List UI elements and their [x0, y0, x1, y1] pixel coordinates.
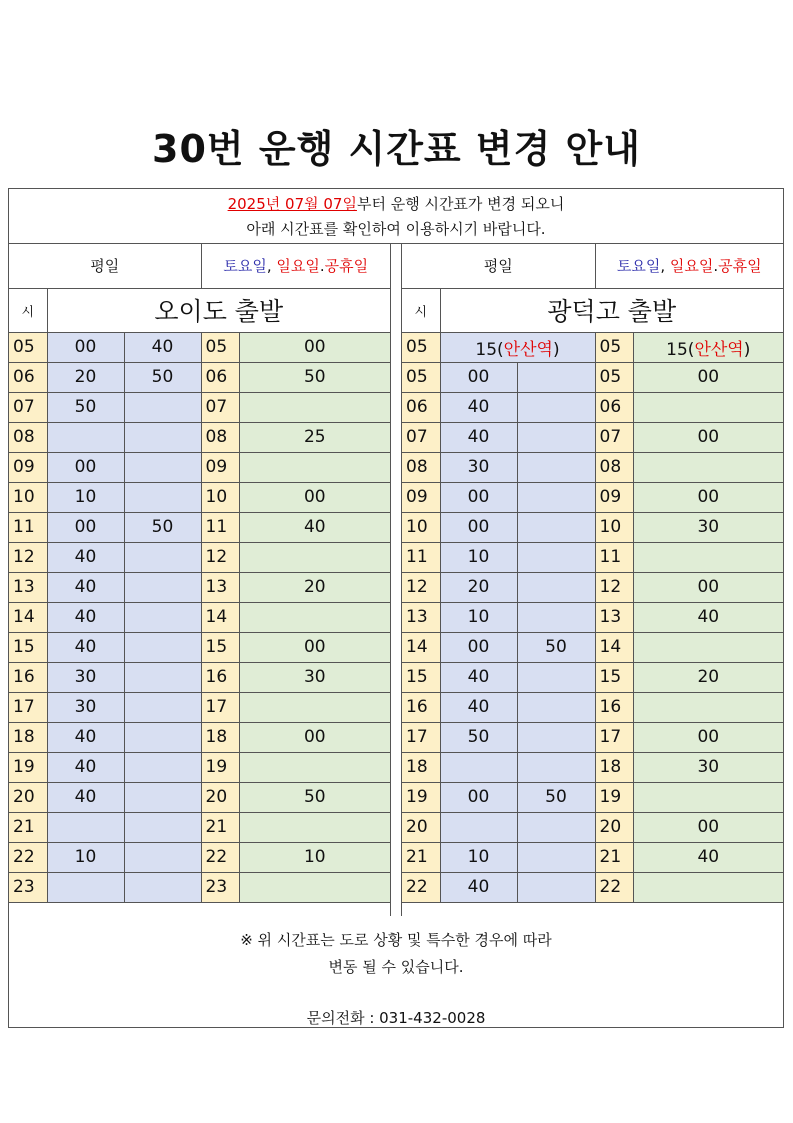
weekend-minute-cell [239, 872, 390, 902]
weekday-hour-cell: 12 [9, 542, 47, 572]
weekday-minute-cell [517, 812, 595, 842]
weekend-minute-cell: 40 [239, 512, 390, 542]
table-row [9, 752, 390, 782]
weekday-minute-cell [440, 752, 517, 782]
weekend-hour-cell: 16 [201, 662, 239, 692]
table-row [9, 782, 390, 812]
weekday-minute-cell: 10 [47, 482, 124, 512]
weekday-minute-cell: 00 [440, 782, 517, 812]
weekday-hour-cell: 14 [402, 632, 440, 662]
weekday-hour-cell: 15 [9, 632, 47, 662]
table-row [402, 812, 783, 842]
weekday-minute-cell [517, 512, 595, 542]
weekday-hour-cell: 21 [402, 842, 440, 872]
weekend-hour-cell: 19 [201, 752, 239, 782]
table-row [9, 692, 390, 722]
table-row [402, 752, 783, 782]
weekend-minute-cell [633, 452, 783, 482]
weekend-hour-cell: 11 [595, 542, 633, 572]
weekday-hour-cell: 12 [402, 572, 440, 602]
weekend-minute-cell: 30 [633, 512, 783, 542]
weekend-hour-cell: 07 [595, 422, 633, 452]
weekday-minute-cell: 40 [440, 392, 517, 422]
weekday-hour-cell: 22 [9, 842, 47, 872]
contact-phone: 문의전화 : 031-432-0028 [306, 1009, 486, 1027]
weekend-minute-cell: 50 [239, 362, 390, 392]
origin-title: 광덕고 출발 [440, 288, 783, 332]
weekend-minute-cell [239, 392, 390, 422]
weekend-hour-cell: 10 [201, 482, 239, 512]
weekday-hour-cell: 11 [9, 512, 47, 542]
weekday-hour-cell: 15 [402, 662, 440, 692]
table-row [9, 512, 390, 542]
weekday-minute-cell [517, 452, 595, 482]
weekday-minute-cell: 50 [124, 512, 201, 542]
holiday-label: 공휴일 [718, 257, 762, 276]
weekday-hour-cell: 17 [402, 722, 440, 752]
weekend-hour-cell: 18 [201, 722, 239, 752]
weekday-header: 평일 [9, 244, 201, 288]
weekend-hour-cell: 19 [595, 782, 633, 812]
weekday-minute-cell [124, 752, 201, 782]
table-row [9, 332, 390, 362]
table-row [9, 392, 390, 422]
weekday-minute-cell [47, 812, 124, 842]
weekend-minute-cell [633, 692, 783, 722]
page-title: 30번 운행 시간표 변경 안내 [152, 127, 641, 171]
footer-line-1: ※ 위 시간표는 도로 상황 및 특수한 경우에 따라 [240, 931, 552, 949]
origin-row [9, 288, 390, 332]
weekday-minute-cell: 00 [440, 362, 517, 392]
weekday-minute-cell [440, 812, 517, 842]
weekend-header: 토요일, 일요일.공휴일 [201, 244, 390, 288]
weekday-hour-cell: 05 [402, 332, 440, 362]
timetable-oido [9, 244, 390, 903]
weekday-minute-cell: 40 [47, 782, 124, 812]
weekday-hour-cell: 08 [9, 422, 47, 452]
weekend-hour-cell: 13 [595, 602, 633, 632]
weekend-minute-cell: 00 [633, 572, 783, 602]
weekday-minute-cell [124, 872, 201, 902]
weekday-minute-cell: 20 [47, 362, 124, 392]
weekend-minute-cell: 00 [633, 422, 783, 452]
weekend-minute-cell: 00 [633, 812, 783, 842]
weekday-hour-cell: 17 [9, 692, 47, 722]
weekday-note-cell [440, 332, 595, 362]
table-row [9, 452, 390, 482]
note-place: 안산역 [503, 339, 553, 360]
weekday-hour-cell: 09 [402, 482, 440, 512]
weekday-hour-cell: 07 [402, 422, 440, 452]
weekday-hour-cell: 13 [9, 572, 47, 602]
table-row [9, 422, 390, 452]
weekend-minute-cell [633, 632, 783, 662]
table-row [402, 692, 783, 722]
weekday-minute-cell [124, 692, 201, 722]
weekday-hour-cell: 09 [9, 452, 47, 482]
weekday-minute-cell: 40 [47, 722, 124, 752]
weekday-minute-cell [47, 872, 124, 902]
note-open: ( [497, 339, 504, 360]
route-section-gwangdeok [402, 244, 783, 916]
weekday-hour-cell: 05 [402, 362, 440, 392]
table-row [9, 632, 390, 662]
weekend-minute-cell: 00 [239, 632, 390, 662]
weekday-minute-cell [124, 392, 201, 422]
weekday-minute-cell [124, 602, 201, 632]
day-type-row [9, 244, 390, 288]
notice-line-1 [9, 192, 783, 217]
table-row [402, 872, 783, 902]
weekend-minute-cell: 30 [239, 662, 390, 692]
weekend-minute-cell: 00 [633, 722, 783, 752]
weekday-minute-cell [517, 422, 595, 452]
weekend-hour-cell: 08 [201, 422, 239, 452]
weekday-minute-cell: 10 [440, 842, 517, 872]
footer-line-2: 변동 될 수 있습니다. [328, 958, 464, 976]
hour-column-label: 시 [9, 288, 47, 332]
table-row [9, 602, 390, 632]
weekday-minute-cell [124, 542, 201, 572]
weekday-hour-cell: 10 [9, 482, 47, 512]
table-row [402, 362, 783, 392]
table-row [9, 872, 390, 902]
weekday-minute-cell: 40 [47, 602, 124, 632]
table-row [9, 542, 390, 572]
weekend-hour-cell: 15 [201, 632, 239, 662]
table-row [9, 842, 390, 872]
weekend-hour-cell: 22 [201, 842, 239, 872]
weekend-hour-cell: 20 [595, 812, 633, 842]
weekend-note-cell [633, 332, 783, 362]
weekend-minute-cell: 00 [239, 482, 390, 512]
route-section-oido [9, 244, 390, 916]
weekend-minute-cell: 25 [239, 422, 390, 452]
timetable-gwangdeok [402, 244, 783, 903]
weekend-hour-cell: 16 [595, 692, 633, 722]
weekday-minute-cell: 40 [47, 572, 124, 602]
weekend-hour-cell: 05 [201, 332, 239, 362]
table-row [9, 722, 390, 752]
table-row [402, 542, 783, 572]
note-close: ) [743, 339, 751, 360]
day-type-row [402, 244, 783, 288]
weekday-hour-cell: 18 [402, 752, 440, 782]
weekend-header: 토요일, 일요일.공휴일 [595, 244, 783, 288]
weekday-minute-cell: 00 [47, 452, 124, 482]
weekday-minute-cell: 00 [47, 332, 124, 362]
weekday-hour-cell: 05 [9, 332, 47, 362]
weekday-minute-cell [517, 602, 595, 632]
effective-date: 2025년 07월 07일 [227, 195, 357, 213]
origin-title: 오이도 출발 [47, 288, 390, 332]
weekday-minute-cell: 10 [440, 542, 517, 572]
weekday-hour-cell: 08 [402, 452, 440, 482]
weekday-minute-cell: 50 [440, 722, 517, 752]
weekday-minute-cell [517, 842, 595, 872]
weekday-minute-cell: 00 [440, 512, 517, 542]
weekend-minute-cell: 40 [633, 602, 783, 632]
sunday-label: 일요일 [669, 257, 714, 276]
weekday-minute-cell: 40 [440, 872, 517, 902]
weekend-minute-cell [239, 752, 390, 782]
weekday-hour-cell: 06 [402, 392, 440, 422]
weekday-minute-cell: 00 [440, 482, 517, 512]
weekday-minute-cell [517, 722, 595, 752]
weekend-minute-cell [239, 812, 390, 842]
weekend-hour-cell: 12 [201, 542, 239, 572]
weekday-minute-cell: 40 [124, 332, 201, 362]
note-close: ) [552, 339, 560, 360]
weekday-hour-cell: 11 [402, 542, 440, 572]
weekend-hour-cell: 20 [201, 782, 239, 812]
notice-line-2: 아래 시간표를 확인하여 이용하시기 바랍니다. [246, 220, 546, 238]
weekend-hour-cell: 05 [595, 362, 633, 392]
change-notice [9, 189, 783, 244]
table-row [402, 452, 783, 482]
table-row [402, 332, 783, 362]
weekday-hour-cell: 22 [402, 872, 440, 902]
weekday-minute-cell [517, 752, 595, 782]
footer-notes [9, 927, 783, 1032]
weekday-hour-cell: 13 [402, 602, 440, 632]
weekend-minute-cell: 40 [633, 842, 783, 872]
weekend-hour-cell: 18 [595, 752, 633, 782]
weekend-minute-cell [633, 392, 783, 422]
weekday-hour-cell: 10 [402, 512, 440, 542]
table-row [9, 812, 390, 842]
weekend-hour-cell: 09 [201, 452, 239, 482]
origin-row [402, 288, 783, 332]
table-row [402, 722, 783, 752]
weekday-minute-cell: 40 [47, 752, 124, 782]
weekday-minute-cell: 50 [47, 392, 124, 422]
weekend-minute-cell: 10 [239, 842, 390, 872]
table-row [9, 572, 390, 602]
weekday-minute-cell: 20 [440, 572, 517, 602]
weekday-hour-cell: 19 [402, 782, 440, 812]
weekend-minute-cell [239, 542, 390, 572]
weekday-hour-cell: 21 [9, 812, 47, 842]
weekend-hour-cell: 09 [595, 482, 633, 512]
weekend-minute-cell: 00 [633, 362, 783, 392]
weekend-minute-cell [239, 692, 390, 722]
weekday-minute-cell [517, 362, 595, 392]
weekday-minute-cell: 40 [47, 632, 124, 662]
table-row [402, 482, 783, 512]
weekday-minute-cell: 10 [440, 602, 517, 632]
weekday-minute-cell: 40 [440, 692, 517, 722]
weekend-hour-cell: 08 [595, 452, 633, 482]
weekend-minute-cell: 00 [239, 722, 390, 752]
weekday-header: 평일 [402, 244, 595, 288]
table-row [9, 662, 390, 692]
note-place: 안산역 [694, 339, 744, 360]
weekday-minute-cell [47, 422, 124, 452]
weekend-hour-cell: 17 [595, 722, 633, 752]
weekday-minute-cell [124, 482, 201, 512]
weekend-hour-cell: 10 [595, 512, 633, 542]
table-row [402, 602, 783, 632]
weekend-minute-cell [239, 452, 390, 482]
weekend-hour-cell: 12 [595, 572, 633, 602]
weekday-minute-cell [124, 812, 201, 842]
weekday-minute-cell [517, 392, 595, 422]
weekday-minute-cell [517, 872, 595, 902]
table-row [402, 662, 783, 692]
weekend-minute-cell: 50 [239, 782, 390, 812]
weekend-hour-cell: 15 [595, 662, 633, 692]
sunday-label: 일요일 [276, 257, 320, 276]
weekday-hour-cell: 18 [9, 722, 47, 752]
weekend-hour-cell: 06 [201, 362, 239, 392]
weekday-hour-cell: 20 [402, 812, 440, 842]
weekday-minute-cell: 40 [440, 662, 517, 692]
weekday-minute-cell [517, 662, 595, 692]
weekend-hour-cell: 21 [595, 842, 633, 872]
weekday-minute-cell: 30 [47, 662, 124, 692]
weekend-hour-cell: 05 [595, 332, 633, 362]
table-row [9, 362, 390, 392]
weekday-minute-cell: 10 [47, 842, 124, 872]
saturday-label: 토요일 [223, 257, 267, 276]
note-open: ( [687, 339, 695, 360]
weekday-minute-cell [124, 662, 201, 692]
weekday-minute-cell [517, 482, 595, 512]
table-row [402, 422, 783, 452]
weekday-hour-cell: 20 [9, 782, 47, 812]
weekday-hour-cell: 19 [9, 752, 47, 782]
weekday-minute-cell: 00 [47, 512, 124, 542]
weekend-hour-cell: 06 [595, 392, 633, 422]
weekend-minute-cell: 20 [239, 572, 390, 602]
weekend-minute-cell [239, 602, 390, 632]
weekday-minute-cell: 30 [47, 692, 124, 722]
weekday-hour-cell: 16 [402, 692, 440, 722]
weekend-hour-cell: 14 [595, 632, 633, 662]
weekend-hour-cell: 13 [201, 572, 239, 602]
weekend-hour-cell: 14 [201, 602, 239, 632]
holiday-label: 공휴일 [324, 257, 369, 276]
weekday-minute-cell [124, 782, 201, 812]
note-time: 15 [666, 339, 688, 360]
weekday-minute-cell [124, 722, 201, 752]
table-row [402, 782, 783, 812]
weekday-minute-cell: 50 [517, 782, 595, 812]
weekday-hour-cell: 06 [9, 362, 47, 392]
note-time: 15 [475, 339, 498, 360]
weekday-hour-cell: 14 [9, 602, 47, 632]
weekend-minute-cell: 00 [633, 482, 783, 512]
weekday-minute-cell: 40 [47, 542, 124, 572]
table-row [402, 632, 783, 662]
table-row [402, 842, 783, 872]
weekday-minute-cell: 00 [440, 632, 517, 662]
weekday-hour-cell: 16 [9, 662, 47, 692]
weekend-hour-cell: 21 [201, 812, 239, 842]
weekday-minute-cell: 50 [124, 362, 201, 392]
weekday-minute-cell: 40 [440, 422, 517, 452]
weekend-minute-cell: 30 [633, 752, 783, 782]
weekday-minute-cell [124, 572, 201, 602]
table-row [9, 482, 390, 512]
timetable-frame [8, 188, 784, 1028]
weekend-hour-cell: 17 [201, 692, 239, 722]
table-row [402, 572, 783, 602]
section-divider [390, 244, 402, 916]
weekday-minute-cell [124, 452, 201, 482]
weekend-minute-cell [633, 542, 783, 572]
table-row [402, 512, 783, 542]
weekday-minute-cell [124, 422, 201, 452]
weekend-hour-cell: 23 [201, 872, 239, 902]
weekend-hour-cell: 22 [595, 872, 633, 902]
weekend-minute-cell [633, 782, 783, 812]
weekend-minute-cell [633, 872, 783, 902]
weekend-hour-cell: 07 [201, 392, 239, 422]
weekend-minute-cell: 20 [633, 662, 783, 692]
weekend-hour-cell: 11 [201, 512, 239, 542]
weekday-minute-cell [124, 842, 201, 872]
weekday-minute-cell [517, 692, 595, 722]
weekend-minute-cell: 00 [239, 332, 390, 362]
weekday-minute-cell: 30 [440, 452, 517, 482]
weekday-hour-cell: 23 [9, 872, 47, 902]
weekday-minute-cell [517, 542, 595, 572]
weekday-minute-cell: 50 [517, 632, 595, 662]
hour-column-label: 시 [402, 288, 440, 332]
weekday-minute-cell [517, 572, 595, 602]
saturday-label: 토요일 [616, 257, 661, 276]
notice-line-1-text: 부터 운행 시간표가 변경 되오니 [356, 195, 565, 213]
weekday-minute-cell [124, 632, 201, 662]
table-row [402, 392, 783, 422]
weekday-hour-cell: 07 [9, 392, 47, 422]
